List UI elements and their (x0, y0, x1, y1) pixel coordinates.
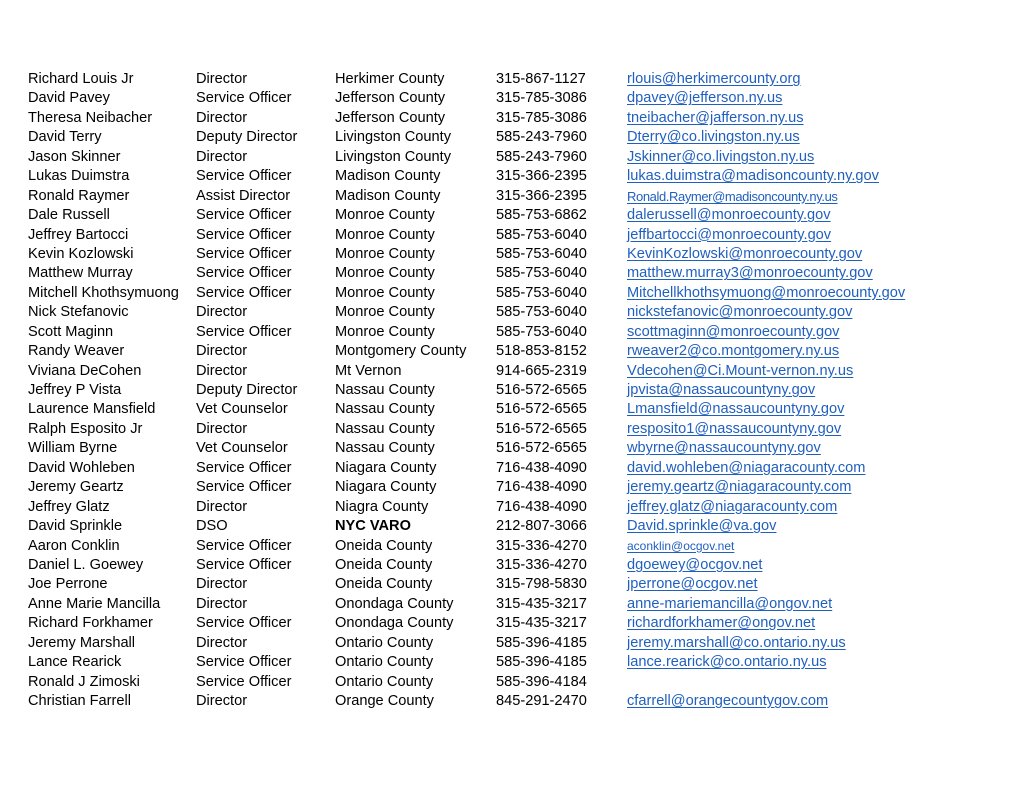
contact-row (28, 187, 1008, 206)
contact-email-link[interactable]: lance.rearick@co.ontario.ny.us (627, 654, 827, 671)
contact-county: Monroe County (335, 323, 435, 340)
contact-name: Anne Marie Mancilla (28, 595, 161, 612)
contact-name: Viviana DeCohen (28, 362, 142, 379)
contact-phone: 585-396-4185 (496, 634, 587, 651)
contact-name: Jeremy Marshall (28, 634, 136, 651)
contact-row (28, 70, 1008, 89)
contact-row (28, 303, 1008, 322)
contact-row (28, 245, 1008, 264)
contact-title: Service Officer (196, 265, 292, 282)
contact-title: Service Officer (196, 323, 292, 340)
contact-title: Director (196, 693, 248, 709)
contact-row (28, 128, 1008, 147)
contact-name: Lance Rearick (28, 654, 122, 671)
contact-title: Service Officer (196, 459, 292, 476)
contact-phone: 585-753-6040 (496, 304, 587, 321)
contact-row (28, 420, 1008, 439)
contact-phone: 315-435-3217 (496, 595, 587, 612)
contact-phone: 585-243-7960 (496, 129, 587, 146)
contact-title: Director (196, 343, 248, 360)
contact-county: Jefferson County (335, 109, 446, 126)
contact-phone: 516-572-6565 (496, 401, 587, 418)
contact-row (28, 226, 1008, 245)
contact-name: Matthew Murray (28, 265, 133, 282)
contact-title: Service Officer (196, 556, 292, 573)
contact-email-link[interactable]: tneibacher@jafferson.ny.us (627, 109, 804, 126)
contact-county: Monroe County (335, 304, 435, 321)
contact-phone: 516-572-6565 (496, 440, 587, 457)
contact-phone: 845-291-2470 (496, 693, 587, 709)
contact-email-link[interactable]: jpvista@nassaucountyny.gov (627, 382, 816, 398)
contact-email-link[interactable]: David.sprinkle@va.gov (627, 518, 777, 535)
contact-title: Director (196, 148, 248, 165)
contact-email-link[interactable]: jperrone@ocgov.net (627, 576, 758, 593)
contact-county: Ontario County (335, 654, 434, 671)
contact-row (28, 634, 1008, 653)
contact-email-link[interactable]: KevinKozlowski@monroecounty.gov (627, 245, 863, 262)
contact-email-link[interactable]: dpavey@jefferson.ny.us (627, 90, 783, 107)
contact-name: Richard Louis Jr (28, 71, 134, 87)
contact-name: Laurence Mansfield (28, 401, 156, 418)
contact-name: Ronald J Zimoski (28, 673, 140, 690)
contact-name: Daniel L. Goewey (28, 556, 144, 573)
contact-county: Mt Vernon (335, 362, 402, 379)
contact-title: Service Officer (196, 479, 292, 496)
contact-email-link[interactable]: wbyrne@nassaucountyny.gov (627, 440, 821, 457)
contact-phone: 315-435-3217 (496, 615, 587, 632)
contact-row (28, 459, 1008, 478)
contact-name: David Sprinkle (28, 518, 123, 535)
contact-row (28, 575, 1008, 594)
contact-title: Director (196, 304, 248, 321)
contact-title: Service Officer (196, 245, 292, 262)
contact-county: Nassau County (335, 382, 435, 398)
contact-email-link[interactable]: Ronald.Raymer@madisoncounty.ny.us (627, 188, 838, 204)
contact-phone: 716-438-4090 (496, 498, 587, 515)
contact-row (28, 400, 1008, 419)
contact-row (28, 362, 1008, 381)
contact-row (28, 614, 1008, 633)
contact-county: NYC VARO (335, 518, 411, 535)
contact-title: Director (196, 634, 248, 651)
contact-email-link[interactable]: scottmaginn@monroecounty.gov (627, 323, 840, 340)
contact-email-link[interactable]: dgoewey@ocgov.net (627, 556, 763, 573)
contact-name: Aaron Conklin (28, 537, 120, 554)
contact-row (28, 381, 1008, 400)
contact-title: Assist Director (196, 187, 291, 204)
contact-name: David Terry (28, 129, 102, 146)
contact-name: Joe Perrone (28, 576, 108, 593)
contact-name: Dale Russell (28, 207, 110, 224)
contact-email-link[interactable]: aconklin@ocgov.net (627, 538, 735, 553)
contact-county: Herkimer County (335, 71, 445, 87)
contact-directory (28, 70, 1008, 711)
contact-title: Service Officer (196, 673, 292, 690)
contact-county: Oneida County (335, 537, 433, 554)
contact-name: Jeffrey P Vista (28, 382, 122, 398)
contact-county: Niagara County (335, 459, 437, 476)
contact-row (28, 342, 1008, 361)
contact-title: Deputy Director (196, 129, 298, 146)
contact-county: Montgomery County (335, 343, 467, 360)
contact-title: Director (196, 362, 248, 379)
contact-row (28, 89, 1008, 108)
contact-row (28, 537, 1008, 556)
contact-email-link[interactable]: lukas.duimstra@madisoncounty.ny.gov (627, 168, 879, 185)
contact-name: Richard Forkhamer (28, 615, 153, 632)
contact-title: Director (196, 498, 248, 515)
contact-name: Kevin Kozlowski (28, 245, 134, 262)
contact-email-link[interactable]: cfarrell@orangecountygov.com (627, 693, 829, 709)
contact-email-link[interactable]: richardforkhamer@ongov.net (627, 615, 816, 632)
contact-name: Jeremy Geartz (28, 479, 124, 496)
contact-county: Madison County (335, 187, 441, 204)
contact-title: Director (196, 595, 248, 612)
contact-county: Monroe County (335, 265, 435, 282)
contact-title: Service Officer (196, 207, 292, 224)
contact-county: Oneida County (335, 556, 433, 573)
contact-county: Niagara County (335, 479, 437, 496)
contact-name: David Pavey (28, 90, 110, 107)
contact-email-link[interactable]: rweaver2@co.montgomery.ny.us (627, 343, 840, 360)
contact-phone: 585-753-6040 (496, 245, 587, 262)
contact-county: Nassau County (335, 440, 435, 457)
contact-county: Orange County (335, 693, 434, 709)
contact-phone: 914-665-2319 (496, 362, 587, 379)
contact-phone: 716-438-4090 (496, 479, 587, 496)
contact-county: Livingston County (335, 129, 452, 146)
contact-county: Monroe County (335, 226, 435, 243)
contact-name: Christian Farrell (28, 693, 131, 709)
contact-phone: 716-438-4090 (496, 459, 587, 476)
contact-email-link[interactable]: resposito1@nassaucountyny.gov (627, 420, 842, 437)
contact-county: Livingston County (335, 148, 452, 165)
contact-phone: 518-853-8152 (496, 343, 587, 360)
contact-phone: 585-396-4185 (496, 654, 587, 671)
contact-row (28, 478, 1008, 497)
contact-email-link[interactable]: jeremy.geartz@niagaracounty.com (627, 479, 852, 496)
contact-email-link[interactable]: matthew.murray3@monroecounty.gov (627, 265, 873, 282)
contact-email-link[interactable]: jeffbartocci@monroecounty.gov (627, 226, 832, 243)
contact-name: Ronald Raymer (28, 187, 130, 204)
contact-email-link[interactable]: david.wohleben@niagaracounty.com (627, 459, 866, 476)
contact-phone: 315-336-4270 (496, 537, 587, 554)
contact-name: Randy Weaver (28, 343, 125, 360)
contact-row (28, 323, 1008, 342)
contact-email-link[interactable]: rlouis@herkimercounty.org (627, 71, 801, 87)
contact-name: Theresa Neibacher (28, 109, 153, 126)
contact-county: Monroe County (335, 207, 435, 224)
contact-phone: 315-366-2395 (496, 168, 587, 185)
contact-row (28, 498, 1008, 517)
contact-phone: 585-753-6862 (496, 207, 587, 224)
contact-phone: 585-753-6040 (496, 284, 587, 301)
contact-title: Service Officer (196, 168, 292, 185)
contact-county: Nassau County (335, 420, 435, 437)
contact-title: Service Officer (196, 226, 292, 243)
contact-row (28, 673, 1008, 692)
contact-phone: 315-785-3086 (496, 109, 587, 126)
contact-title: Director (196, 576, 248, 593)
contact-row (28, 284, 1008, 303)
contact-email-link[interactable]: Dterry@co.livingston.ny.us (627, 129, 800, 146)
contact-phone: 315-785-3086 (496, 90, 587, 107)
contact-title: Vet Counselor (196, 440, 288, 457)
contact-email-link[interactable]: jeffrey.glatz@niagaracounty.com (627, 498, 838, 515)
contact-email-link[interactable]: Mitchellkhothsymuong@monroecounty.gov (627, 284, 906, 301)
contact-phone: 516-572-6565 (496, 382, 587, 398)
contact-county: Nassau County (335, 401, 435, 418)
contact-email-link[interactable]: dalerussell@monroecounty.gov (627, 207, 831, 224)
contact-name: Mitchell Khothsymuong (28, 284, 179, 301)
contact-row (28, 206, 1008, 225)
contact-email-link[interactable]: anne-mariemancilla@ongov.net (627, 595, 833, 612)
contact-county: Madison County (335, 168, 441, 185)
contact-name: Ralph Esposito Jr (28, 420, 143, 437)
contact-phone: 585-753-6040 (496, 323, 587, 340)
contact-name: Jason Skinner (28, 148, 121, 165)
contact-phone: 315-366-2395 (496, 187, 587, 204)
contact-county: Onondaga County (335, 595, 454, 612)
contact-row (28, 439, 1008, 458)
contact-email-link[interactable]: jeremy.marshall@co.ontario.ny.us (627, 634, 846, 651)
contact-county: Jefferson County (335, 90, 446, 107)
contact-row (28, 148, 1008, 167)
contact-title: Director (196, 71, 248, 87)
contact-county: Ontario County (335, 673, 434, 690)
contact-row (28, 595, 1008, 614)
contact-row (28, 653, 1008, 672)
contact-title: Service Officer (196, 284, 292, 301)
contact-name: William Byrne (28, 440, 118, 457)
contact-row (28, 517, 1008, 536)
contact-name: Scott Maginn (28, 323, 114, 340)
contact-phone: 315-336-4270 (496, 556, 587, 573)
contact-county: Ontario County (335, 634, 434, 651)
contact-title: Service Officer (196, 90, 292, 107)
contact-phone: 585-396-4184 (496, 673, 587, 690)
contact-phone: 585-243-7960 (496, 148, 587, 165)
contact-phone: 585-753-6040 (496, 226, 587, 243)
contact-title: Director (196, 420, 248, 437)
contact-row (28, 167, 1008, 186)
contact-title: Vet Counselor (196, 401, 288, 418)
contact-row (28, 556, 1008, 575)
contact-email-link[interactable]: Vdecohen@Ci.Mount-vernon.ny.us (627, 362, 854, 379)
contact-phone: 585-753-6040 (496, 265, 587, 282)
contact-county: Oneida County (335, 576, 433, 593)
contact-county: Monroe County (335, 245, 435, 262)
contact-title: DSO (196, 518, 228, 535)
contact-row (28, 264, 1008, 283)
contact-title: Director (196, 109, 248, 126)
contact-title: Service Officer (196, 537, 292, 554)
contact-phone: 315-867-1127 (496, 71, 586, 87)
contact-county: Monroe County (335, 284, 435, 301)
contact-phone: 315-798-5830 (496, 576, 587, 593)
contact-title: Service Officer (196, 654, 292, 671)
contact-name: David Wohleben (28, 459, 135, 476)
contact-name: Jeffrey Bartocci (28, 226, 129, 243)
contact-title: Deputy Director (196, 382, 298, 398)
contact-name: Jeffrey Glatz (28, 498, 110, 515)
contact-row (28, 109, 1008, 128)
contact-name: Nick Stefanovic (28, 304, 129, 321)
contact-phone: 212-807-3066 (496, 518, 587, 535)
contact-county: Niagra County (335, 498, 429, 515)
contact-email-link[interactable]: nickstefanovic@monroecounty.gov (627, 304, 853, 321)
contact-email-link[interactable]: Lmansfield@nassaucountyny.gov (627, 401, 845, 418)
contact-county: Onondaga County (335, 615, 454, 632)
contact-row (28, 692, 1008, 711)
contact-title: Service Officer (196, 615, 292, 632)
contact-email-link[interactable]: Jskinner@co.livingston.ny.us (627, 148, 815, 165)
contact-phone: 516-572-6565 (496, 420, 587, 437)
contact-name: Lukas Duimstra (28, 168, 130, 185)
